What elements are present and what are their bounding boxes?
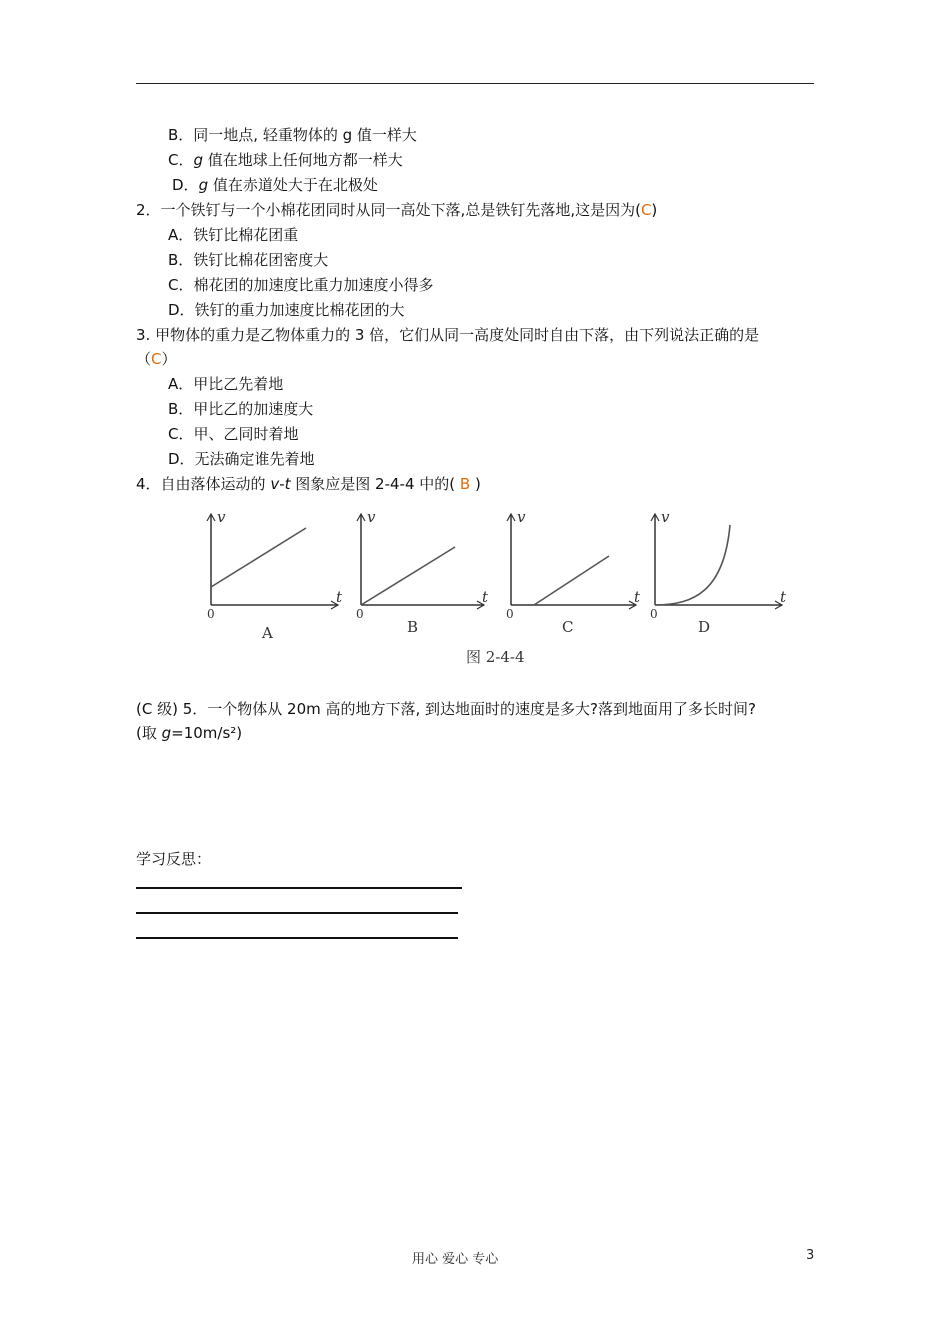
q3-answer-line: （C） — [136, 350, 177, 368]
header-rule — [136, 83, 814, 84]
q1-option-d: D．g 值在赤道处大于在北极处 — [172, 176, 378, 194]
graph-c-origin: 0 — [506, 607, 514, 621]
graph-a — [200, 505, 350, 642]
graph-b — [350, 505, 500, 636]
reflection-line-2 — [136, 912, 458, 914]
q5-line2: (取 g=10m/s²) — [136, 724, 243, 742]
q1-option-b: B．同一地点, 轻重物体的 g 值一样大 — [168, 126, 417, 144]
q3-option-a: A．甲比乙先着地 — [168, 375, 284, 393]
graph-b-line — [361, 547, 455, 605]
graph-a-line — [211, 528, 306, 587]
graph-d-v-label: v — [661, 508, 670, 526]
q4-answer: B — [459, 475, 471, 493]
q3-stem: 3. 甲物体的重力是乙物体重力的 3 倍，它们从同一高度处同时自由下落，由下列说法正确的是 — [136, 326, 760, 344]
q3-option-d: D．无法确定谁先着地 — [168, 450, 315, 468]
q2-option-d: D．铁钉的重力加速度比棉花团的大 — [168, 301, 405, 319]
reflection-line-1 — [136, 887, 462, 889]
q3-option-b: B．甲比乙的加速度大 — [168, 400, 314, 418]
reflection-line-3 — [136, 937, 458, 939]
graph-a-label: A — [262, 624, 273, 642]
graph-d-label: D — [698, 618, 711, 636]
reflection-label: 学习反思： — [136, 850, 212, 868]
graph-d-curve — [655, 525, 730, 605]
footer-motto: 用心 爱心 专心 — [412, 1252, 499, 1267]
graph-c-t-label: t — [634, 588, 641, 606]
graph-a-v-label: v — [217, 508, 226, 526]
graph-b-t-label: t — [482, 588, 489, 606]
graph-b-v-label: v — [367, 508, 376, 526]
graph-d-origin: 0 — [650, 607, 658, 621]
graph-c-line — [534, 556, 609, 605]
graph-b-origin: 0 — [356, 607, 364, 621]
page-number: 3 — [806, 1248, 815, 1263]
q2-option-a: A．铁钉比棉花团重 — [168, 226, 299, 244]
q3-answer: C — [151, 350, 162, 368]
q2-stem: 2．一个铁钉与一个小棉花团同时从同一高处下落,总是铁钉先落地,这是因为(C) — [136, 201, 658, 219]
graph-c-label: C — [562, 618, 574, 636]
graph-b-label: B — [407, 618, 419, 636]
q2-option-c: C．棉花团的加速度比重力加速度小得多 — [168, 276, 434, 294]
graph-d — [644, 505, 794, 636]
graph-d-t-label: t — [780, 588, 787, 606]
figure-caption: 图 2-4-4 — [466, 648, 525, 666]
graph-c-v-label: v — [517, 508, 526, 526]
q2-option-b: B．铁钉比棉花团密度大 — [168, 251, 329, 269]
q3-option-c: C．甲、乙同时着地 — [168, 425, 299, 443]
graph-a-origin: 0 — [207, 607, 215, 621]
q4-stem: 4．自由落体运动的 v-t 图象应是图 2-4-4 中的( B ) — [136, 475, 481, 493]
q5-line1: (C 级) 5．一个物体从 20m 高的地方下落, 到达地面时的速度是多大?落到地面用了多长时间? — [136, 700, 756, 718]
q1-option-c: C．g 值在地球上任何地方都一样大 — [168, 151, 403, 169]
graph-c — [500, 505, 650, 636]
q2-answer: C — [640, 201, 652, 219]
graph-a-t-label: t — [336, 588, 343, 606]
